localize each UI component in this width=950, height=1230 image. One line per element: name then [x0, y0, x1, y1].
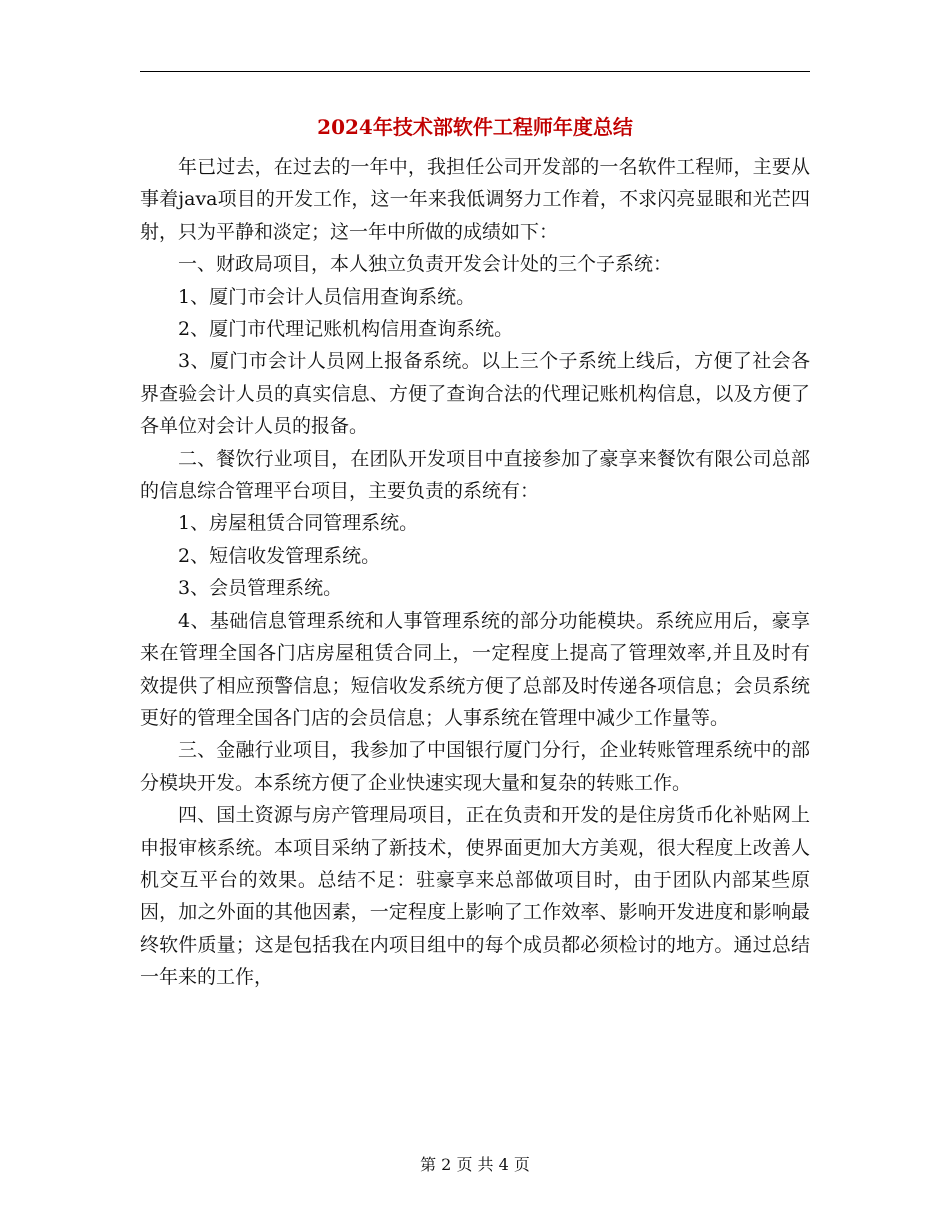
- page-number-footer: 第 2 页 共 4 页: [420, 1155, 530, 1174]
- paragraph-section-land-housing: 四、国土资源与房产管理局项目，正在负责和开发的是住房货币化补贴网上申报审核系统。本项目采纳了新技术，使界面更加大方美观，很大程度上改善人机交互平台的效果。总结不足：驻豪享来总部做项目时，由于团队内部某些原因，加之外面的其他因素，一定程度上影响了工作效率、影响开发进度和影响最终软件质量；这是包括我在内项目组中的每个成员都必须检讨的地方。通过总结一年来的工作，: [140, 804, 810, 989]
- paragraph-catering-item-4: 4、基础信息管理系统和人事管理系统的部分功能模块。系统应用后，豪享来在管理全国各门店房屋租赁合同上，一定程度上提高了管理效率,并且及时有效提供了相应预警信息；短信收发系统方便了总部及时传递各项信息；会员系统更好的管理全国各门店的会员信息；人事系统在管理中减少工作量等。: [140, 609, 810, 729]
- paragraph-catering-item-3: 3、会员管理系统。: [178, 577, 343, 600]
- document-title: 2024年技术部软件工程师年度总结: [317, 115, 633, 139]
- paragraph-intro: 年已过去，在过去的一年中，我担任公司开发部的一名软件工程师，主要从事着java项目的开发工作，这一年来我低调努力工作着，不求闪亮显眼和光芒四射，只为平静和淡定；这一年中所做的成绩如下：: [140, 156, 810, 243]
- paragraph-finance-item-3: 3、厦门市会计人员网上报备系统。以上三个子系统上线后，方便了社会各界查验会计人员的真实信息、方便了查询合法的代理记账机构信息，以及方便了各单位对会计人员的报备。: [140, 350, 810, 438]
- paragraph-catering-item-1: 1、房屋租赁合同管理系统。: [178, 512, 419, 535]
- paragraph-section-finance: 一、财政局项目，本人独立负责开发会计处的三个子系统：: [178, 253, 673, 276]
- paragraph-finance-item-1: 1、厦门市会计人员信用查询系统。: [178, 285, 476, 308]
- paragraph-section-banking: 三、金融行业项目，我参加了中国银行厦门分行，企业转账管理系统中的部分模块开发。本系统方便了企业快速实现大量和复杂的转账工作。: [140, 739, 810, 794]
- paragraph-catering-item-2: 2、短信收发管理系统。: [178, 544, 381, 567]
- document-body: [140, 151, 810, 994]
- header-rule: [140, 71, 810, 72]
- paragraph-section-catering: 二、餐饮行业项目，在团队开发项目中直接参加了豪享来餐饮有限公司总部的信息综合管理平台项目，主要负责的系统有：: [140, 447, 810, 503]
- paragraph-finance-item-2: 2、厦门市代理记账机构信用查询系统。: [178, 318, 514, 341]
